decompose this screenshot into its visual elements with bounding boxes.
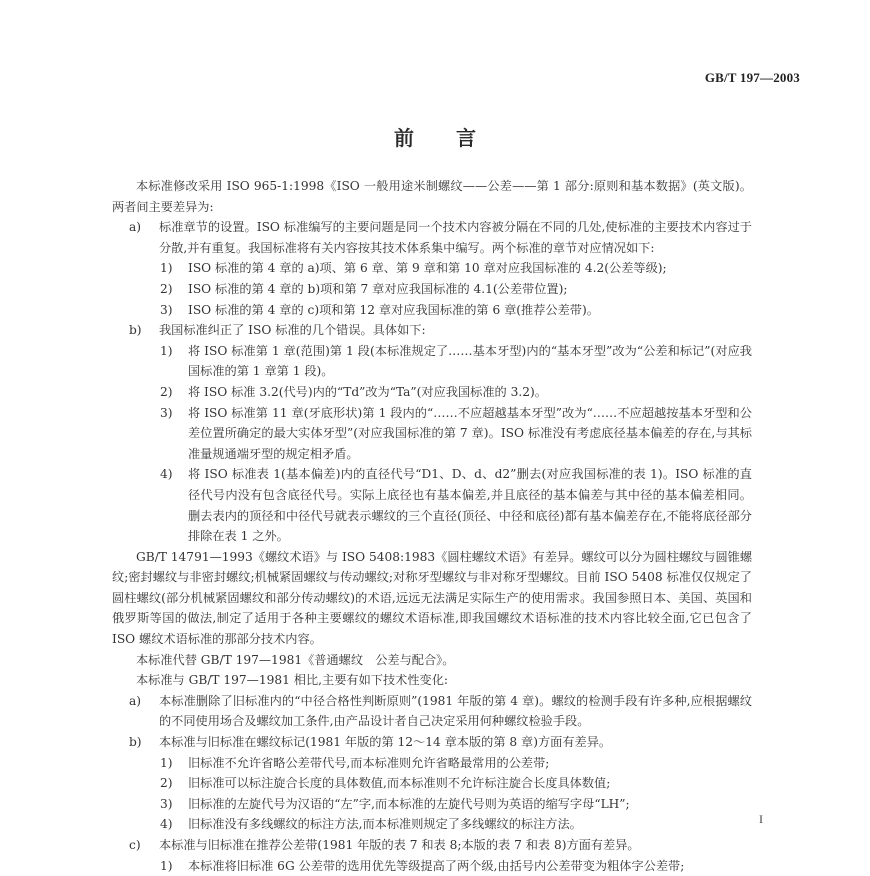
list-marker: a)	[129, 693, 142, 708]
list-marker: 3)	[160, 796, 173, 811]
page-title: 前言	[394, 126, 518, 150]
list-text: ISO 标准的第 4 章的 b)项和第 7 章对应我国标准的 4.1(公差带位置);	[188, 281, 568, 296]
list-text: 将 ISO 标准 3.2(代号)内的“Td”改为“Ta”(对应我国标准的 3.2)。	[188, 384, 547, 399]
list-marker: 4)	[160, 817, 173, 832]
list-text: ISO 标准的第 4 章的 c)项和第 12 章对应我国标准的第 6 章(推荐公差带)。	[188, 302, 599, 317]
sub-item	[112, 279, 752, 300]
page-number: I	[759, 812, 763, 826]
sub-item	[112, 794, 752, 815]
replaces-paragraph: 本标准代替 GB/T 197—1981《普通螺纹 公差与配合》。	[136, 652, 455, 667]
sub-item	[112, 382, 752, 403]
list-marker: c)	[129, 838, 141, 852]
list-marker: 2)	[160, 281, 173, 296]
list-text: ISO 标准的第 4 章的 a)项、第 6 章、第 9 章和第 10 章对应我国标准的 4.2(公差等级);	[188, 261, 667, 276]
sub-item	[112, 753, 752, 774]
sub-item	[112, 300, 752, 321]
list-text: 本标准将旧标准 6G 公差带的选用优先等级提高了两个级,由括号内公差带变为粗体字公差带;	[188, 858, 685, 873]
list-text: 本标准与旧标准在推荐公差带(1981 年版的表 7 和表 8;本版的表 7 和表 8)方面有差异。	[159, 838, 640, 852]
list-text: 旧标准可以标注旋合长度的具体数值,而本标准则不允许标注旋合长度具体数值;	[188, 776, 611, 791]
document-body	[112, 176, 752, 876]
list-marker: 2)	[160, 776, 173, 791]
sub-item	[112, 403, 752, 465]
change-item-c	[112, 835, 752, 856]
list-item-a	[112, 217, 752, 258]
list-marker: 1)	[160, 343, 173, 358]
list-marker: 3)	[160, 302, 173, 317]
sub-item	[112, 814, 752, 835]
standard-code: GB/T 197—2003	[704, 70, 800, 85]
change-item-a	[112, 691, 752, 732]
sub-item	[112, 464, 752, 546]
sub-item	[112, 341, 752, 382]
list-text: 本标准删除了旧标准内的“中径合格性判断原则”(1981 年版的第 4 章)。螺纹的检测手段有许多种,应根据螺纹的不同使用场合及螺纹加工条件,由产品设计者自己决定采用何种螺纹检验手段。	[159, 693, 752, 729]
sub-item	[112, 258, 752, 279]
terms-paragraph: GB/T 14791—1993《螺纹术语》与 ISO 5408:1983《圆柱螺纹术语》有差异。螺纹可以分为圆柱螺纹与圆锥螺纹;密封螺纹与非密封螺纹;机械紧固螺纹与传动螺纹;对称牙型螺纹与非对称牙型螺纹。目前 ISO 5408 标准仅仅规定了圆柱螺纹(部分机械紧固螺纹和部分传动螺纹)的术语,远远无法满足实际生产的使用需求。我国参照日本、美国、英国和俄罗斯等国的做法,制定了适用于各种主要螺纹的螺纹术语标准,即我国螺纹术语标准的技术内容比较全面,它已包含了 ISO 螺纹术语标准的那部分技术内容。	[112, 549, 753, 647]
list-text: 旧标准的左旋代号为汉语的“左”字,而本标准的左旋代号则为英语的缩写字母“LH”;	[188, 796, 630, 811]
list-marker: b)	[129, 735, 142, 750]
list-text: 旧标准没有多线螺纹的标注方法,而本标准则规定了多线螺纹的标注方法。	[188, 817, 582, 832]
list-item-b	[112, 320, 752, 341]
list-marker: 1)	[160, 755, 173, 770]
list-marker: b)	[129, 323, 142, 338]
list-text: 旧标准不允许省略公差带代号,而本标准则允许省略最常用的公差带;	[188, 755, 550, 770]
list-text: 标准章节的设置。ISO 标准编写的主要问题是同一个技术内容被分隔在不同的几处,使标准的主要技术内容过于分散,并有重复。我国标准将有关内容按其技术体系集中编写。两个标准的章节对应情况如下:	[159, 220, 752, 255]
list-text: 将 ISO 标准表 1(基本偏差)内的直径代号“D1、D、d、d2”删去(对应我国标准的表 1)。ISO 标准的直径代号内没有包含底径代号。实际上底径也有基本偏差,并且底径的基本偏差与其中径的基本偏差相同。删去表内的顶径和中径代号就表示螺纹的三个直径(顶径、中径和底径)都有基本偏差存在,不能将底径部分排除在表 1 之外。	[188, 467, 752, 544]
list-marker: 4)	[160, 467, 173, 482]
change-item-b	[112, 732, 752, 753]
intro-paragraph: 本标准修改采用 ISO 965-1:1998《ISO 一般用途米制螺纹——公差——第 1 部分:原则和基本数据》(英文版)。两者间主要差异为:	[112, 179, 752, 214]
changes-intro-paragraph: 本标准与 GB/T 197—1981 相比,主要有如下技术性变化:	[136, 673, 448, 688]
list-text: 将 ISO 标准第 11 章(牙底形状)第 1 段内的“……不应超越基本牙型”改为“……不应超越按基本牙型和公差位置所确定的最大实体牙型”(对应我国标准的第 7 章)。ISO 标准没有考虑底径基本偏差的存在,与其标准量规通端牙型的规定相矛盾。	[188, 405, 752, 461]
list-text: 我国标准纠正了 ISO 标准的几个错误。具体如下:	[159, 323, 426, 338]
sub-item	[112, 773, 752, 794]
list-marker: 1)	[160, 858, 173, 873]
list-text: 将 ISO 标准第 1 章(范围)第 1 段(本标准规定了……基本牙型)内的“基本牙型”改为“公差和标记”(对应我国标准的第 1 章第 1 段)。	[188, 343, 752, 379]
list-marker: 3)	[160, 405, 173, 420]
list-marker: a)	[129, 220, 142, 235]
list-marker: 2)	[160, 384, 173, 399]
sub-item	[112, 856, 752, 876]
list-marker: 1)	[160, 261, 173, 276]
list-text: 本标准与旧标准在螺纹标记(1981 年版的第 12～14 章本版的第 8 章)方面有差异。	[159, 735, 612, 750]
